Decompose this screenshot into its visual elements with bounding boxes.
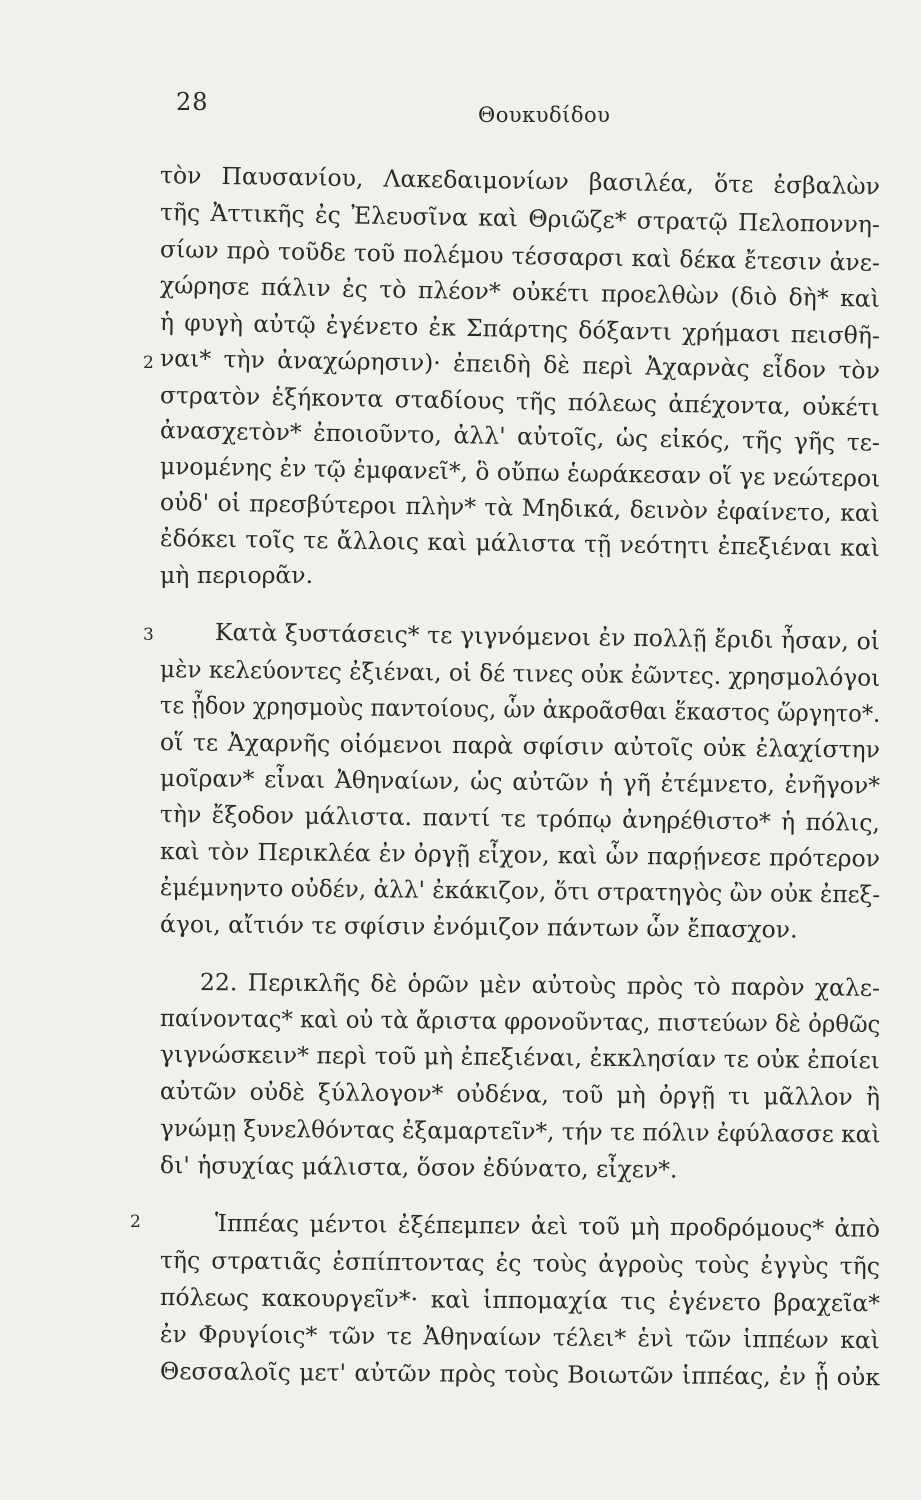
margin-section-number: 2 — [143, 353, 154, 373]
text-line: μνομένης ἐν τῷ ἐμφανεῖ*, ὃ οὔπω ἑωράκεσαν οἵ γε νεώτεροι — [159, 452, 881, 493]
text-line: μὲν κελεύοντες ἐξιέναι, οἱ δέ τινες οὐκ ἐῶντες. χρησμολόγοι — [159, 655, 881, 692]
text-line: μοῖραν* εἶναι Ἀθηναίων, ὡς αὐτῶν ἡ γῆ ἐτέμνετο, ἐνῆγον* — [159, 764, 881, 800]
text-line: δι' ἡσυχίας μάλιστα, ὅσον ἐδύνατο, εἶχεν*. — [159, 1151, 678, 1184]
margin-section-number: 2 — [130, 1212, 141, 1232]
text-line: τε ᾖδον χρησμοὺς παντοίους, ὧν ἀκροᾶσθαι ἕκαστος ὥργητο*. — [159, 691, 881, 728]
text-line: τῆς Ἀττικῆς ἐς Ἐλευσῖνα καὶ Θριῶζε* στρατῷ Πελοποννη- — [159, 198, 881, 239]
text-line: οἵ τε Ἀχαρνῆς οἰόμενοι παρὰ σφίσιν αὐτοῖς οὐκ ἐλαχίστην — [159, 728, 881, 764]
text-line: ἡ φυγὴ αὐτῷ ἐγένετο ἐκ Σπάρτης δόξαντι χρήμασι πεισθῆ- — [159, 308, 881, 350]
text-line: ἀνασχετὸν* ἐποιοῦντο, ἀλλ' αὐτοῖς, ὡς εἰκός, τῆς γῆς τε- — [159, 416, 881, 457]
text-line: παίνοντας* καὶ οὐ τὰ ἄριστα φρονοῦντας, πιστεύων δὲ ὀρθῶς — [159, 1004, 881, 1039]
text-line: γνώμῃ ξυνελθόντας ἐξαμαρτεῖν*, τήν τε πόλιν ἐφύλασσε καὶ — [159, 1114, 881, 1149]
text-line: πόλεως κακουργεῖν*· καὶ ἱππομαχία τις ἐγένετο βραχεῖα* — [159, 1283, 881, 1318]
text-line: ἐδόκει τοῖς τε ἄλλοις καὶ μάλιστα τῇ νεότητι ἐπεξιέναι καὶ — [159, 524, 881, 563]
text-line: τὴν ἔξοδον μάλιστα. παντί τε τρόπῳ ἀνηρέθιστο* ἡ πόλις, — [159, 800, 881, 837]
text-line: Κατὰ ξυστάσεις* τε γιγνόμενοι ἐν πολλῇ ἔριδι ἦσαν, οἱ — [214, 618, 881, 656]
text-line: αὐτῶν οὐδὲ ξύλλογον* οὐδένα, τοῦ μὴ ὀργῇ τι μᾶλλον ἢ — [159, 1077, 881, 1112]
text-line: ἐν Φρυγίοις* τῶν τε Ἀθηναίων τέλει* ἑνὶ τῶν ἱππέων καὶ — [159, 1320, 881, 1355]
text-line: χώρησε πάλιν ἐς τὸ πλέον* οὐκέτι προελθὼν (διὸ δὴ* καὶ — [159, 271, 881, 313]
text-line: τῆς στρατιᾶς ἐσπίπτοντας ἐς τοὺς ἀγροὺς τοὺς ἐγγὺς τῆς — [159, 1246, 881, 1281]
text-line: άγοι, αἴτιόν τε σφίσιν ἐνόμιζον πάντων ὧν ἔπασχον. — [159, 910, 798, 944]
text-line: ναι* τὴν ἀναχώρησιν)· ἐπειδὴ δὲ περὶ Ἀχαρνὰς εἶδον τὸν — [159, 344, 881, 385]
text-line: γιγνώσκειν* περὶ τοῦ μὴ ἐπεξιέναι, ἐκκλησίαν τε οὐκ ἐποίει — [159, 1040, 881, 1075]
text-line: Ἱππέας μέντοι ἐξέπεμπεν ἀεὶ τοῦ μὴ προδρόμους* ἀπὸ — [214, 1209, 881, 1243]
text-line: ἐμέμνηντο οὐδέν, ἀλλ' ἐκάκιζον, ὅτι στρατηγὸς ὢν οὐκ ἐπεξ- — [159, 873, 881, 909]
text-line: μὴ περιορᾶν. — [160, 561, 314, 589]
text-line: τὸν Παυσανίου, Λακεδαιμονίων βασιλέα, ὅτε ἐσβαλὼν — [159, 161, 881, 201]
margin-section-number: 3 — [143, 625, 154, 645]
text-line: Θεσσαλοῖς μετ' αὐτῶν πρὸς τοὺς Βοιωτῶν ἱππέας, ἐν ᾗ οὐκ — [159, 1357, 881, 1392]
running-head: Θουκυδίδου — [478, 103, 611, 127]
text-line: οὐδ' οἱ πρεσβύτεροι πλὴν* τὰ Μηδικά, δεινὸν ἐφαίνετο, καὶ — [159, 488, 881, 528]
text-line: καὶ τὸν Περικλέα ἐν ὀργῇ εἶχον, καὶ ὧν παρῄνεσε πρότερον — [159, 837, 881, 873]
text-line: στρατὸν ἑξήκοντα σταδίους τῆς πόλεως ἀπέχοντα, οὐκέτι — [159, 381, 881, 422]
text-line: σίων πρὸ τοῦδε τοῦ πολέμου τέσσαρσι καὶ δέκα ἔτεσιν ἀνε- — [159, 235, 881, 277]
page-number: 28 — [176, 88, 209, 116]
chapter-start-line: 22. Περικλῆς δὲ ὁρῶν μὲν αὐτοὺς πρὸς τὸ παρὸν χαλε- — [199, 968, 881, 1002]
